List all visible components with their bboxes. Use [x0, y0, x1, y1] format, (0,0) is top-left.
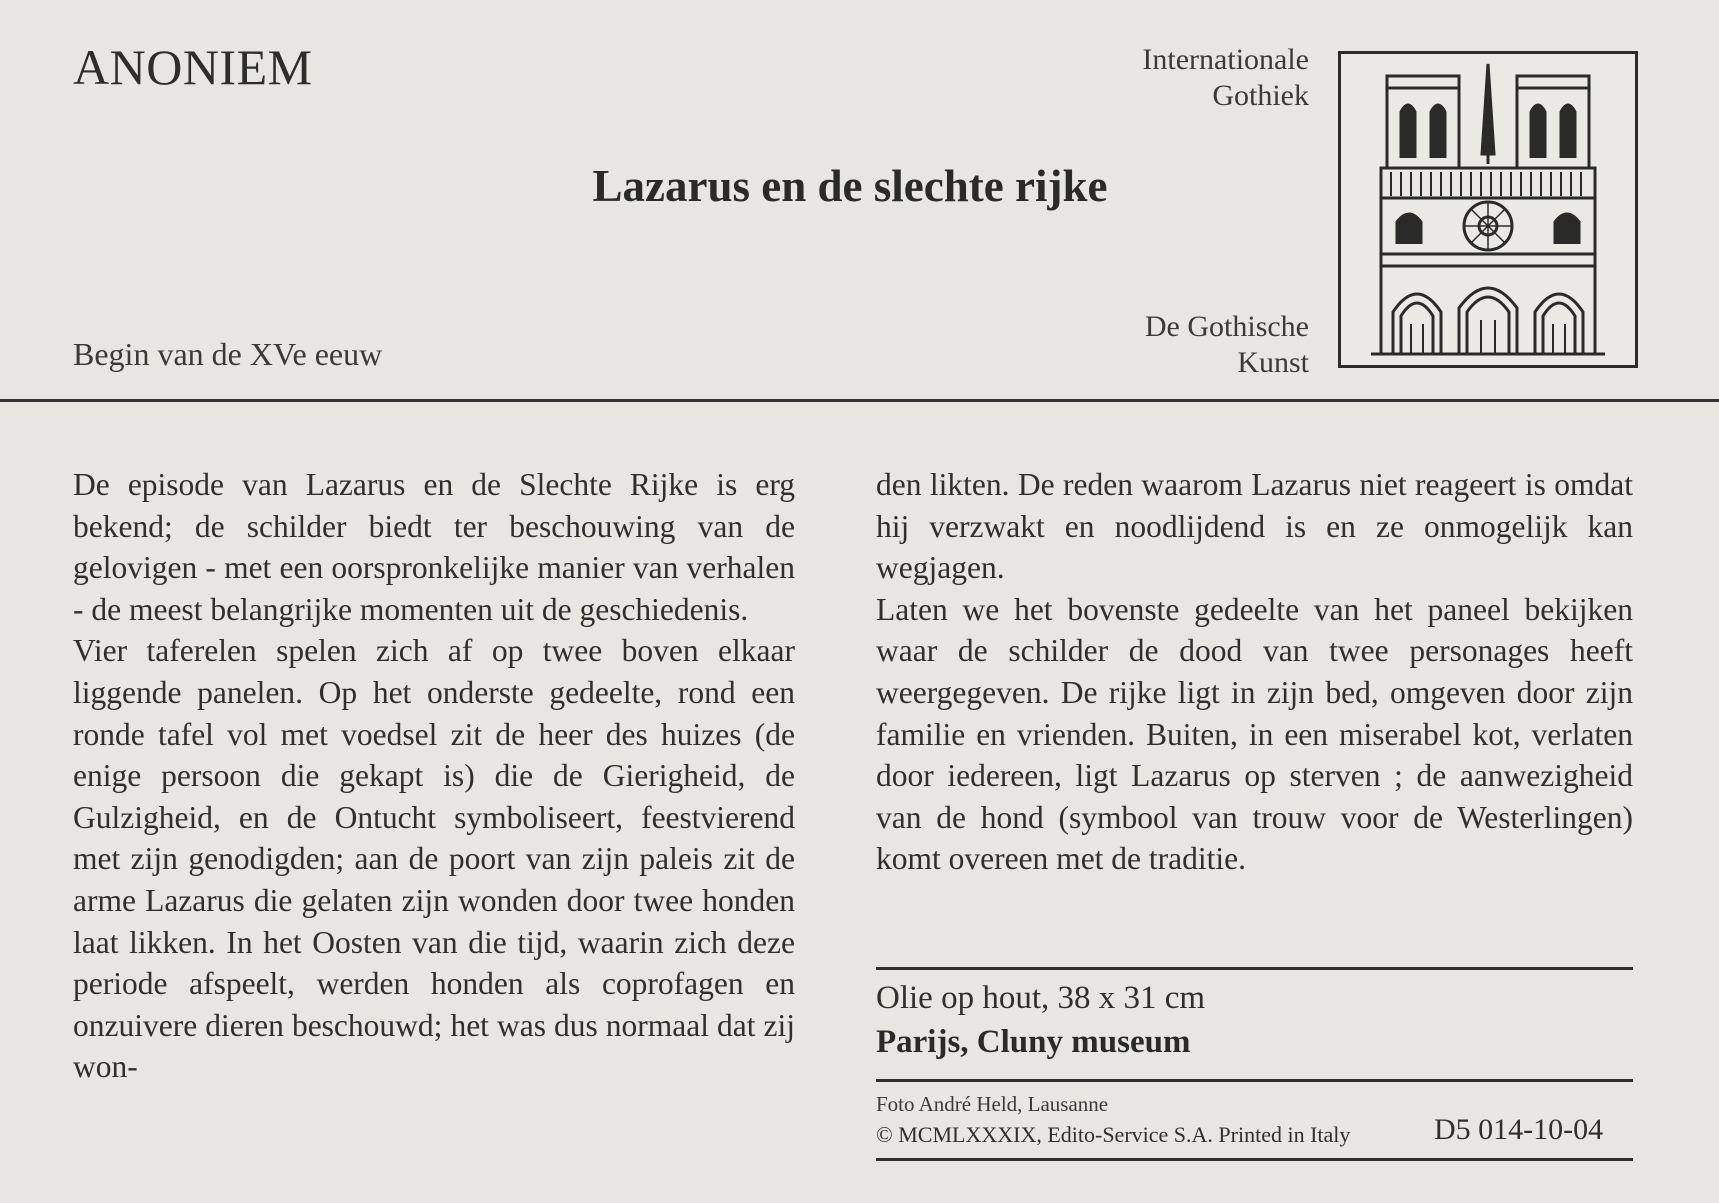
body-paragraph: De episode van Lazarus en de Slechte Rijke is erg bekend; de schilder biedt ter beschouwing van de gelovigen - met een oorspronkelijke manier van verhalen - de meest belangrijke momenten uit de geschiedenis.: [73, 467, 795, 627]
style-label: [1142, 42, 1309, 114]
footer-divider: [876, 1079, 1633, 1082]
series-line-2: Kunst: [1237, 346, 1309, 379]
card-code: D5 014-10-04: [1434, 1113, 1604, 1146]
artwork-medium: Olie op hout, 38 x 31 cm: [876, 980, 1206, 1016]
photo-credit: Foto André Held, Lausanne: [876, 1092, 1109, 1116]
style-line-2: Gothiek: [1212, 79, 1309, 112]
body-column-right: [876, 464, 1633, 880]
body-paragraph: den likten. De reden waarom Lazarus niet reageert is omdat hij verzwakt en noodlijdend is en ze onmogelijk kan wegjagen.: [876, 467, 1633, 586]
copyright-notice: © MCMLXXXIX, Edito-Service S.A. Printed in Italy: [876, 1122, 1351, 1147]
artist-name: ANONIEM: [73, 39, 313, 95]
body-paragraph: Vier taferelen spelen zich af op twee boven elkaar liggende panelen. Op het onderste gedeelte, rond een ronde tafel vol met voedsel zit de heer des huizes (de enige persoon die gekapt is) die de Gierigheid, de Gulzigheid, en de Ontucht symboliseert, feestvierend met zijn genodigden; aan de poort van zijn paleis zit de arme Lazarus die gelaten zijn wonden door twee honden laat likken. In het Oosten van die tijd, waarin zich deze periode afspeelt, werden honden als coprofagen en onzuivere dieren beschouwd; het was dus normaal dat zij won-: [73, 633, 795, 1085]
style-line-1: Internationale: [1142, 43, 1309, 76]
artwork-period: Begin van de XVe eeuw: [73, 336, 383, 372]
artwork-location: Parijs, Cluny museum: [876, 1024, 1191, 1060]
gothic-cathedral-icon: [1338, 51, 1638, 368]
header-divider: [0, 399, 1719, 402]
footer-divider: [876, 1158, 1633, 1161]
artwork-title: Lazarus en de slechte rijke: [592, 161, 1108, 211]
body-column-left: [73, 464, 795, 1088]
body-paragraph: Laten we het bovenste gedeelte van het paneel bekijken waar de schilder de dood van twee personages heeft weergegeven. De rijke ligt in zijn bed, omgeven door zijn familie en vrienden. Buiten, in een miserabel kot, verlaten door iedereen, ligt Lazarus op sterven ; de aanwezigheid van de hond (symbool van trouw voor de Westerlingen) komt overeen met de traditie.: [876, 591, 1633, 877]
footer-divider: [876, 967, 1633, 970]
series-label: [1145, 309, 1309, 381]
series-line-1: De Gothische: [1144, 310, 1309, 343]
